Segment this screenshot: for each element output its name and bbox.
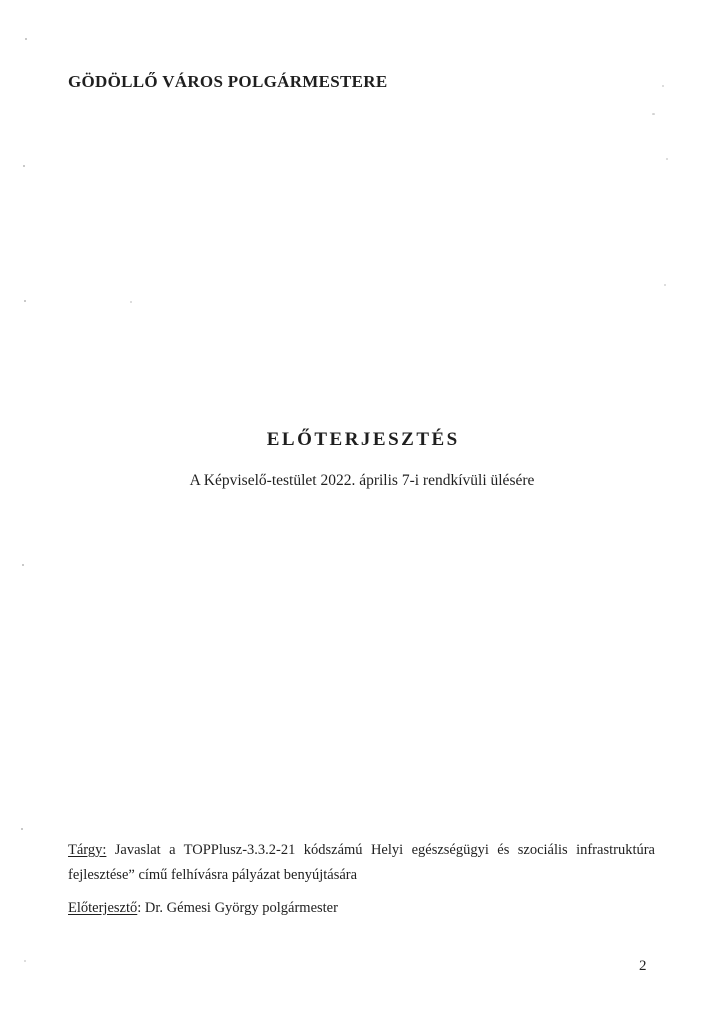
subject-label: Tárgy: <box>68 842 107 858</box>
scan-speck <box>21 828 23 830</box>
scan-speck <box>664 284 666 286</box>
page-number: 2 <box>639 958 647 974</box>
presenter-line <box>68 896 338 921</box>
scan-speck <box>130 301 132 303</box>
presenter-label: Előterjesztő <box>68 900 138 916</box>
scan-speck <box>666 158 668 160</box>
scan-speck <box>23 165 25 167</box>
presenter-text: : Dr. Gémesi György polgármester <box>137 900 338 916</box>
scan-speck <box>24 960 26 962</box>
subject-paragraph <box>68 838 655 888</box>
scan-speck <box>662 85 664 87</box>
document-subtitle: A Képviselő-testület 2022. április 7-i rendkívüli ülésére <box>189 472 535 489</box>
subject-line1-text: Javaslat a TOPPlusz-3.3.2-21 kódszámú Helyi egészségügyi és szociális infrastruktúra <box>106 842 655 858</box>
document-title: ELŐTERJESZTÉS <box>266 429 460 450</box>
scan-speck <box>652 113 655 115</box>
subject-line-1 <box>68 838 655 863</box>
document-header-org-name: GÖDÖLLŐ VÁROS POLGÁRMESTERE <box>68 72 388 91</box>
scan-speck <box>22 564 24 566</box>
scan-speck <box>24 300 26 302</box>
subject-line-2: fejlesztése” című felhívásra pályázat benyújtására <box>68 867 358 883</box>
scan-speck <box>25 38 27 40</box>
